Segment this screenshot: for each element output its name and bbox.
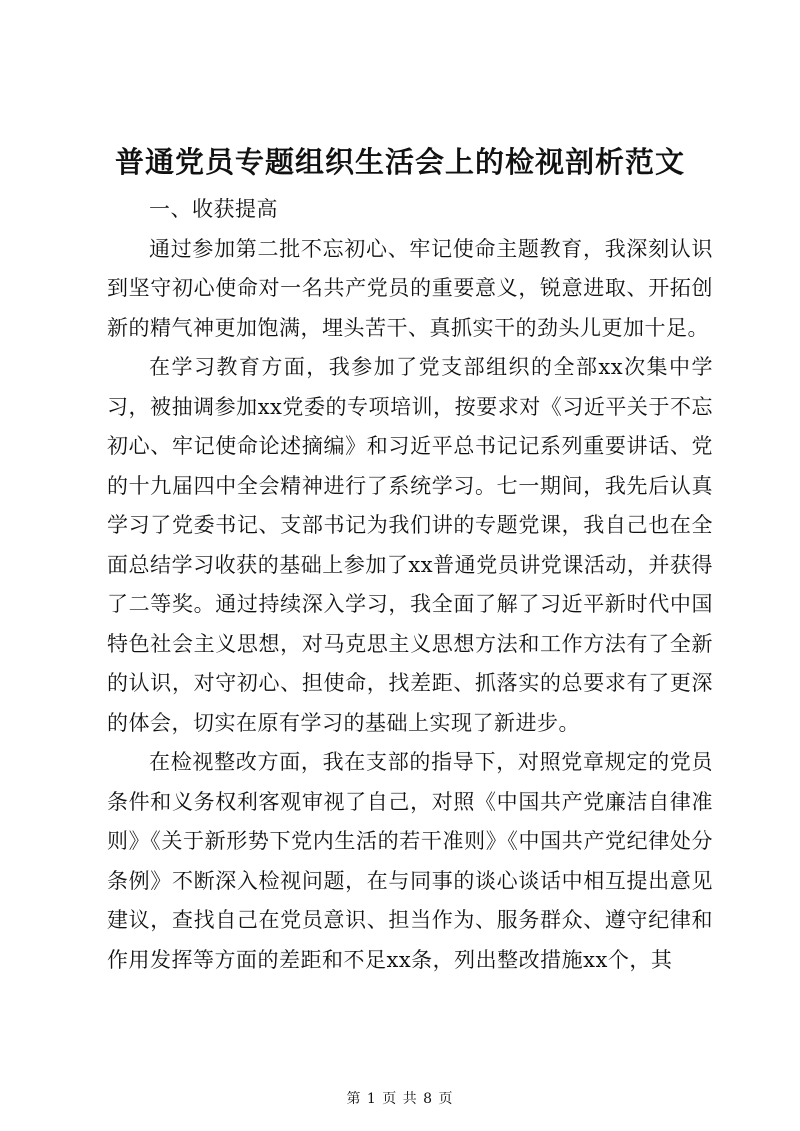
- paragraph-2: 在学习教育方面，我参加了党支部组织的全部xx次集中学习，被抽调参加xx党委的专项培训，按要求对《习近平关于不忘初心、牢记使命论述摘编》和习近平总书记记系列重要讲话、党的十九届四中全会精神进行了系统学习。七一期间，我先后认真学习了党委书记、支部书记为我们讲的专题党课，我自己也在全面总结学习收获的基础上参加了xx普通党员讲党课活动，并获得了二等奖。通过持续深入学习，我全面了解了习近平新时代中国特色社会主义思想，对马克思主义思想方法和工作方法有了全新的认识，对守初心、担使命，找差距、抓落实的总要求有了更深的体会，切实在原有学习的基础上实现了新进步。: [107, 355, 713, 735]
- paragraph-3: 在检视整改方面，我在支部的指导下，对照党章规定的党员条件和义务权利客观审视了自己，对照《中国共产党廉洁自律准则》《关于新形势下党内生活的若干准则》《中国共产党纪律处分条例》不断深入检视问题，在与同事的谈心谈话中相互提出意见建议，查找自己在党员意识、担当作为、服务群众、遵守纪律和作用发挥等方面的差距和不足xx条，列出整改措施xx个，其: [107, 750, 713, 972]
- paragraph-1: 通过参加第二批不忘初心、牢记使命主题教育，我深刻认识到坚守初心使命对一名共产党员的重要意义，锐意进取、开拓创新的精气神更加饱满，埋头苦干、真抓实干的劲头儿更加十足。: [107, 236, 713, 340]
- document-title: 普通党员专题组织生活会上的检视剖析范文: [114, 145, 685, 179]
- section-heading: 一、收获提高: [149, 197, 278, 221]
- document-body: [107, 190, 713, 980]
- page-footer: 第 1 页 共 8 页: [346, 1091, 454, 1107]
